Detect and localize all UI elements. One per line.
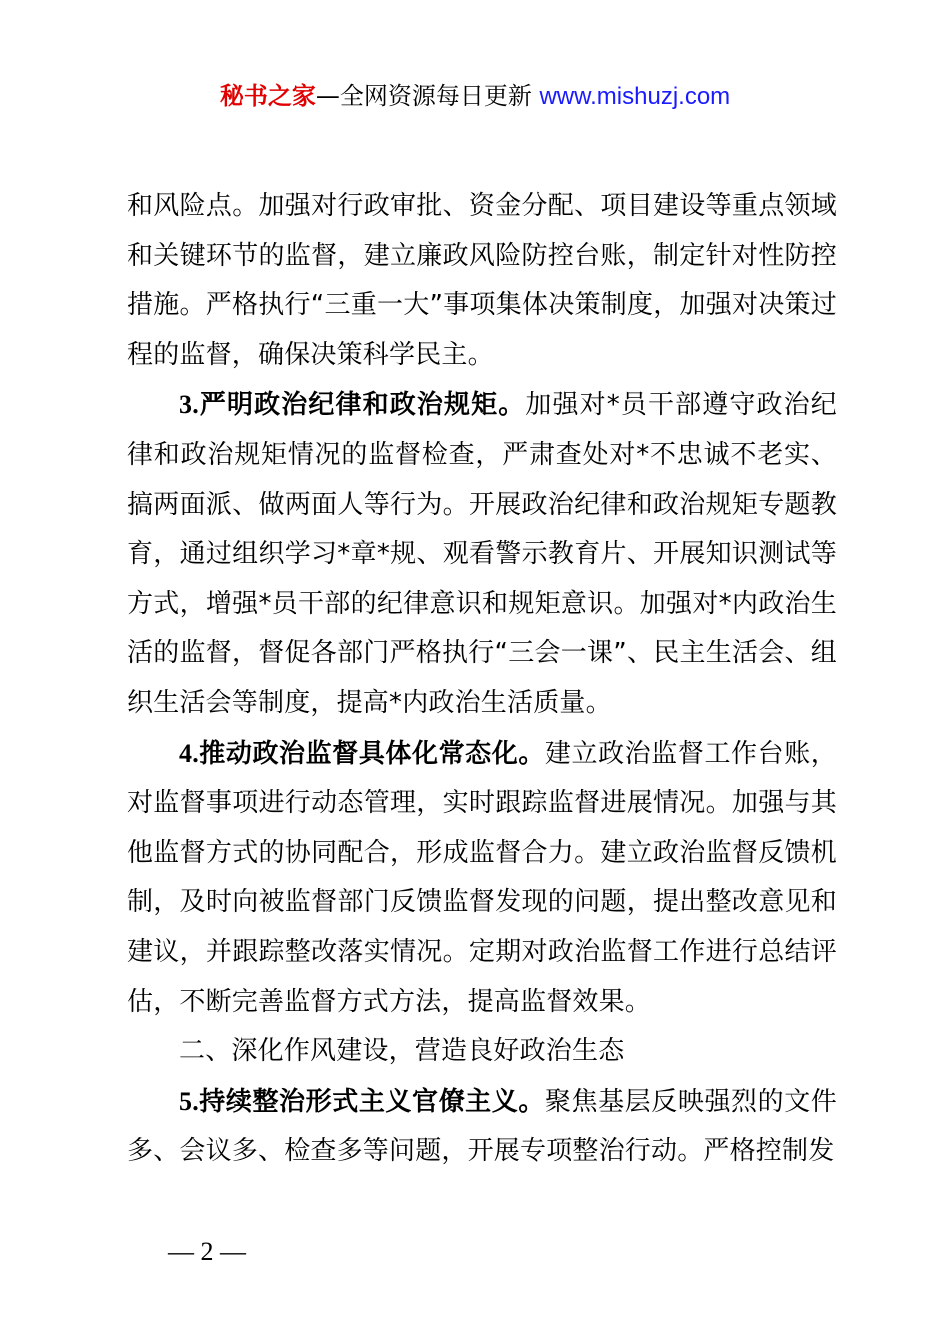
paragraph-item-4 — [127, 729, 837, 1028]
paragraph-text: 加强对*员干部遵守政治纪律和政治规矩情况的监督检查，严肃查处对*不忠诚不老实、搞两面派、做两面人等行为。开展政治纪律和政治规矩专题教育，通过组织学习*章*规、观看警示教育片、开展知识测试等方式，增强*员干部的纪律意识和规矩意识。加强对*内政治生活的监督，督促各部门严格执行“三会一课”、民主生活会、组织生活会等制度，提高*内政治生活质量。 — [127, 390, 838, 718]
paragraph-continuation — [127, 182, 837, 380]
paragraph-text: 聚焦基层反映强烈的文件多、会议多、检查多等问题，开展专项整治行动。严格控制发 — [127, 1086, 837, 1167]
item-heading: 持续整治形式主义官僚主义。 — [198, 1086, 545, 1117]
item-heading: 推动政治监督具体化常态化。 — [198, 738, 545, 769]
site-brand: 秘书之家 — [219, 82, 316, 110]
section-heading-text: 二、深化作风建设，营造良好政治生态 — [179, 1036, 625, 1067]
section-heading — [127, 1027, 837, 1077]
site-tagline: —全网资源每日更新 — [315, 82, 532, 110]
paragraph-text: 建立政治监督工作台账，对监督事项进行动态管理，实时跟踪监督进展情况。加强与其他监督方式的协同配合，形成监督合力。建立政治监督反馈机制，及时向被监督部门反馈监督发现的问题，提出整改意见和建议，并跟踪整改落实情况。定期对政治监督工作进行总结评估，不断完善监督方式方法，提高监督效果。 — [127, 738, 837, 1017]
paragraph-text: 和风险点。加强对行政审批、资金分配、项目建设等重点领域和关键环节的监督，建立廉政风险防控台账，制定针对性防控措施。严格执行“三重一大”事项集体决策制度，加强对决策过程的监督，确保决策科学民主。 — [127, 191, 837, 370]
item-heading: 严明政治纪律和政治规矩。 — [198, 390, 526, 421]
paragraph-item-3 — [127, 380, 837, 728]
document-body — [127, 182, 837, 1177]
site-url[interactable]: www.mishuzj.com — [539, 83, 731, 110]
page-header — [0, 78, 950, 115]
page-number: — 2 — — [168, 1237, 246, 1266]
item-number: 4. — [179, 738, 199, 768]
paragraph-item-5 — [127, 1077, 837, 1177]
item-number: 3. — [179, 390, 199, 420]
item-number: 5. — [179, 1086, 199, 1116]
